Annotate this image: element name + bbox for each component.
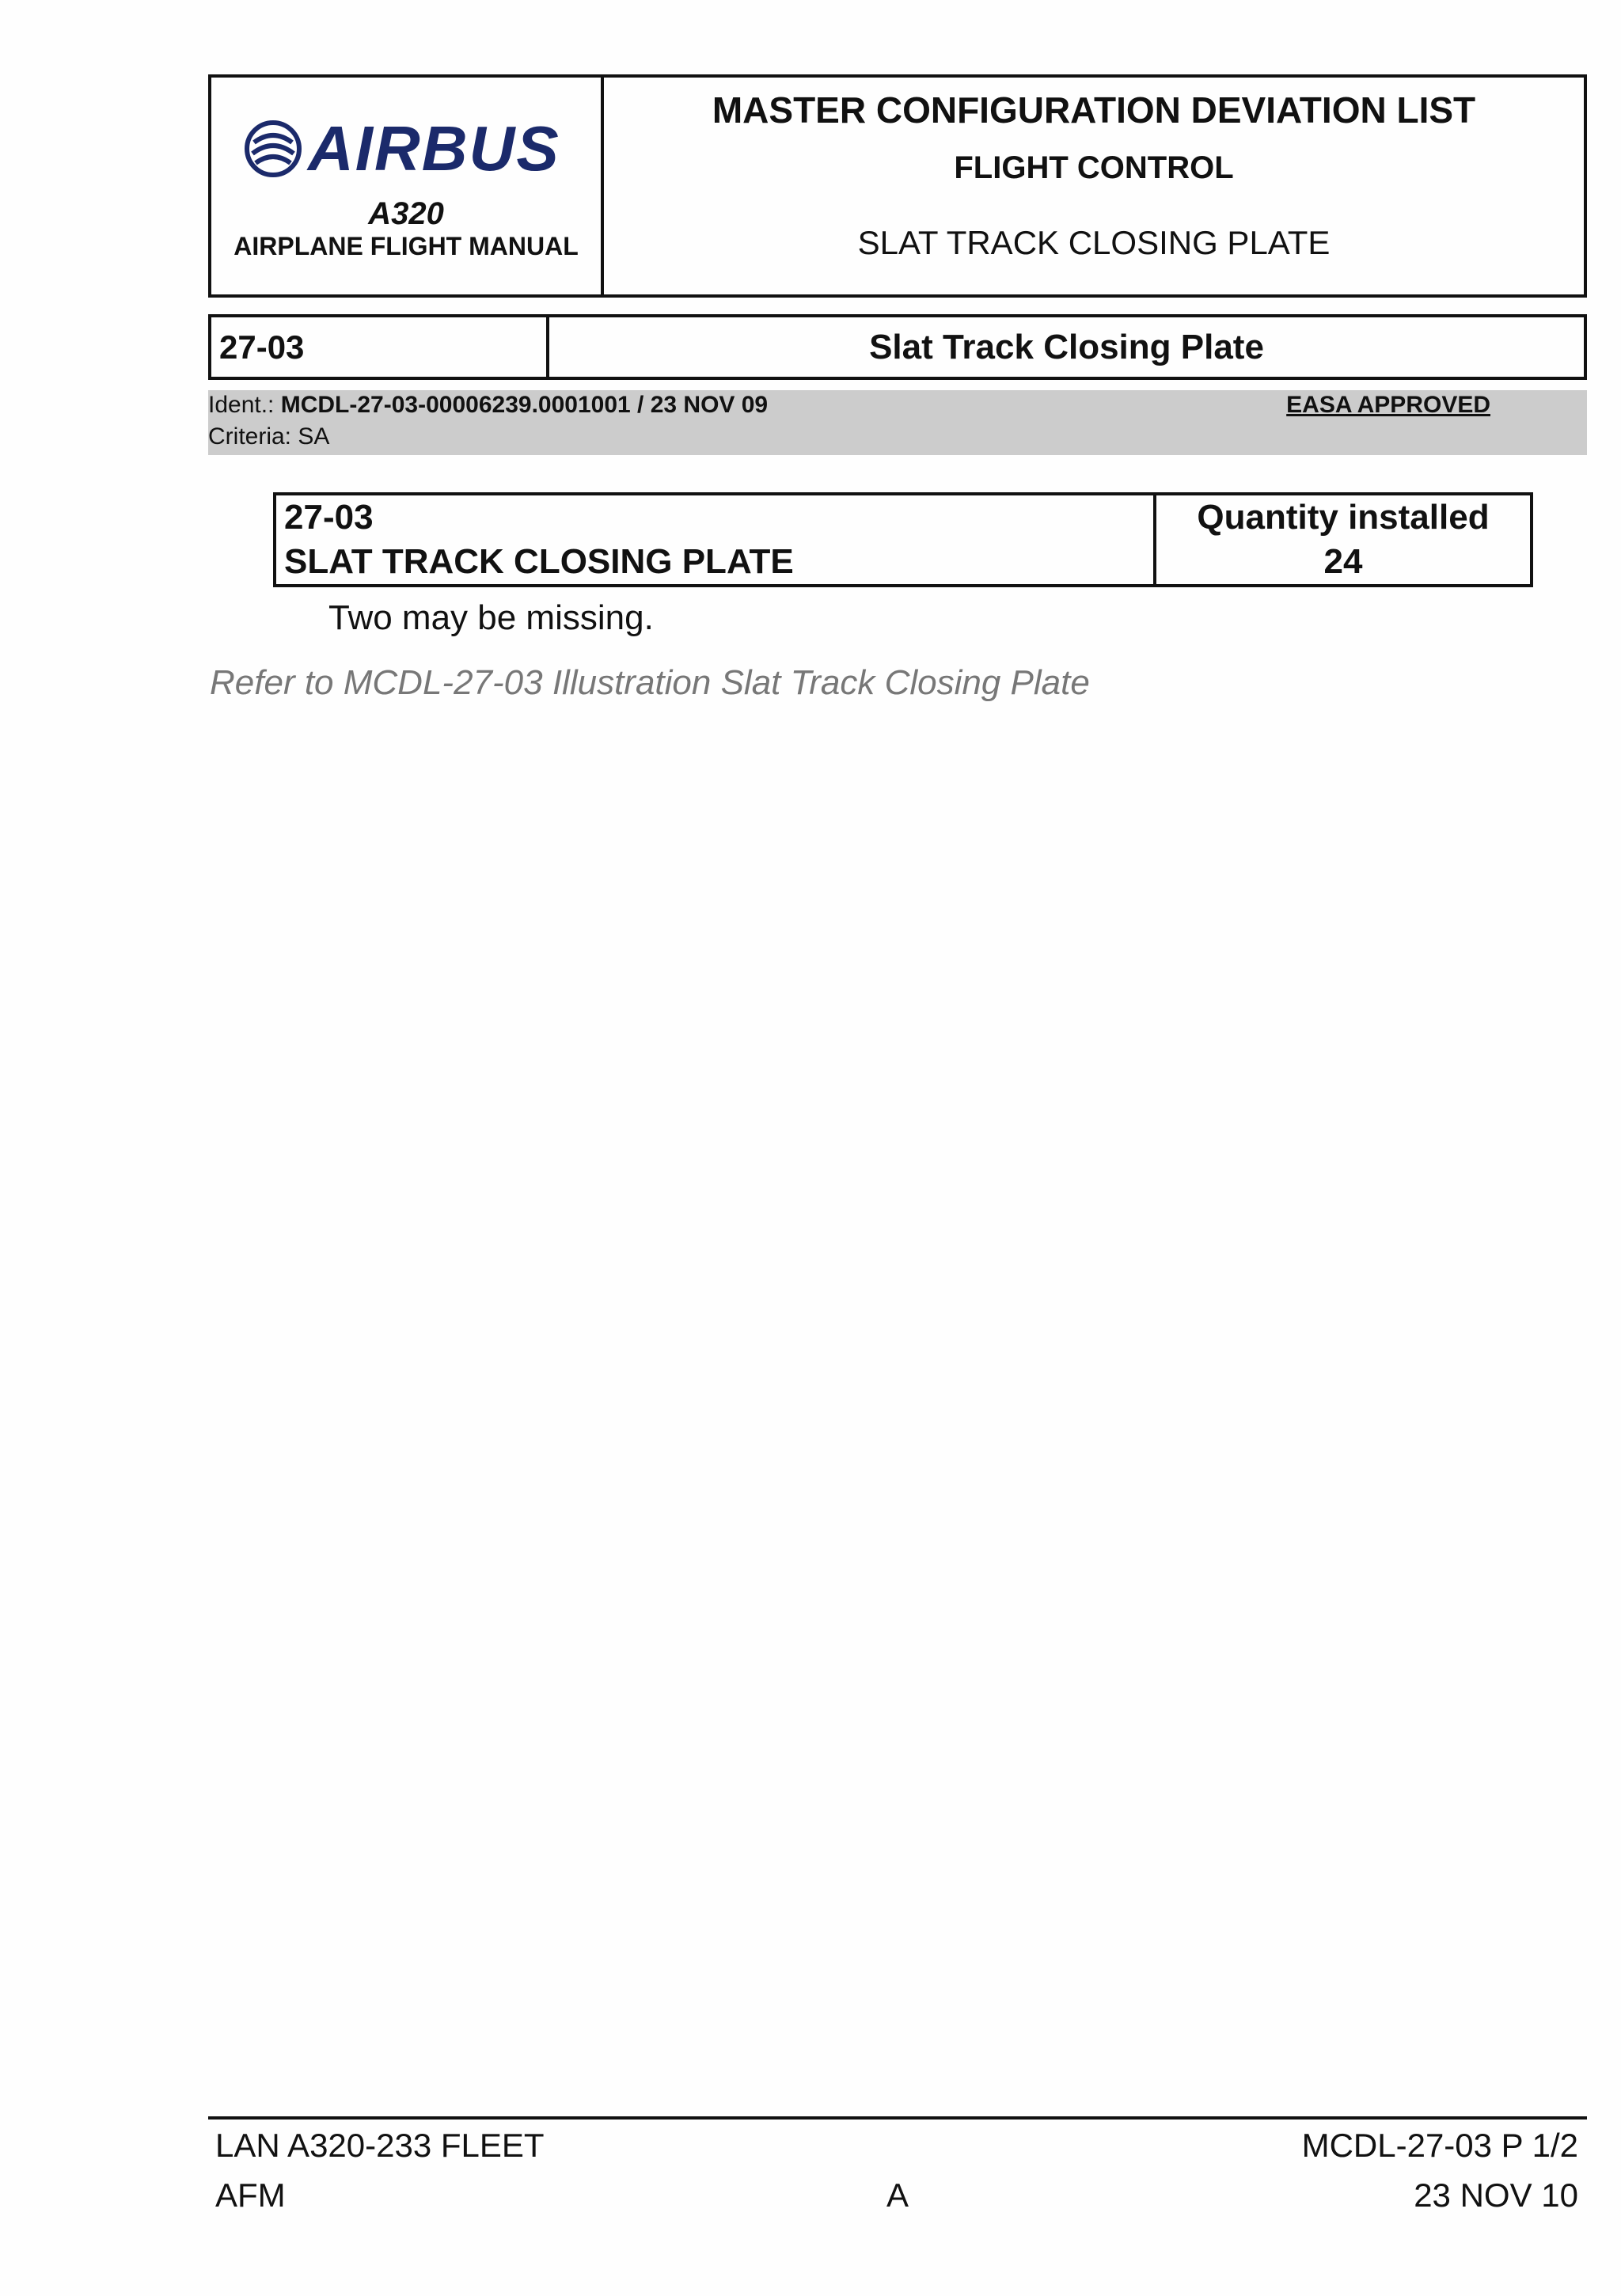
header-logo-cell <box>211 78 604 294</box>
footer-revision: A <box>886 2176 909 2214</box>
item-name: SLAT TRACK CLOSING PLATE <box>284 542 794 581</box>
criteria: Criteria: SA <box>208 423 330 450</box>
footer-fleet: LAN A320-233 FLEET <box>215 2127 545 2164</box>
quantity-label: Quantity installed <box>1197 498 1490 537</box>
logo-wordmark: AIRBUS <box>308 113 560 184</box>
item-table <box>273 492 1533 587</box>
ident-label: Ident.: <box>208 392 281 418</box>
item-code: 27-03 <box>284 498 374 537</box>
footer-manual: AFM <box>215 2176 286 2214</box>
ident-line <box>208 392 768 419</box>
item-quantity <box>1156 495 1530 584</box>
footer-date: 23 NOV 10 <box>1414 2176 1578 2214</box>
illustration-reference-link[interactable]: Refer to MCDL-27-03 Illustration Slat Track Closing Plate <box>210 663 1090 702</box>
quantity-value: 24 <box>1323 542 1363 581</box>
subject-title: SLAT TRACK CLOSING PLATE <box>857 224 1331 261</box>
item-identification <box>276 495 1156 584</box>
header-title-cell <box>604 78 1584 294</box>
ident-value: MCDL-27-03-00006239.0001001 / 23 NOV 09 <box>280 392 769 418</box>
document-title: MASTER CONFIGURATION DEVIATION LIST <box>712 89 1476 131</box>
airbus-logo <box>243 101 575 196</box>
aircraft-type: A320 <box>368 196 444 231</box>
chapter-title: FLIGHT CONTROL <box>954 150 1234 185</box>
footer-page-number: MCDL-27-03 P 1/2 <box>1301 2127 1578 2164</box>
ident-strip <box>208 390 1587 455</box>
section-title: Slat Track Closing Plate <box>869 328 1264 366</box>
section-bar <box>208 314 1587 380</box>
manual-title: AIRPLANE FLIGHT MANUAL <box>233 232 579 260</box>
section-code: 27-03 <box>211 317 549 377</box>
item-remark: Two may be missing. <box>328 598 654 637</box>
airbus-swirl-icon <box>243 119 303 179</box>
approval-status: EASA APPROVED <box>1286 392 1490 418</box>
footer-divider <box>208 2116 1587 2120</box>
document-header <box>208 74 1587 298</box>
